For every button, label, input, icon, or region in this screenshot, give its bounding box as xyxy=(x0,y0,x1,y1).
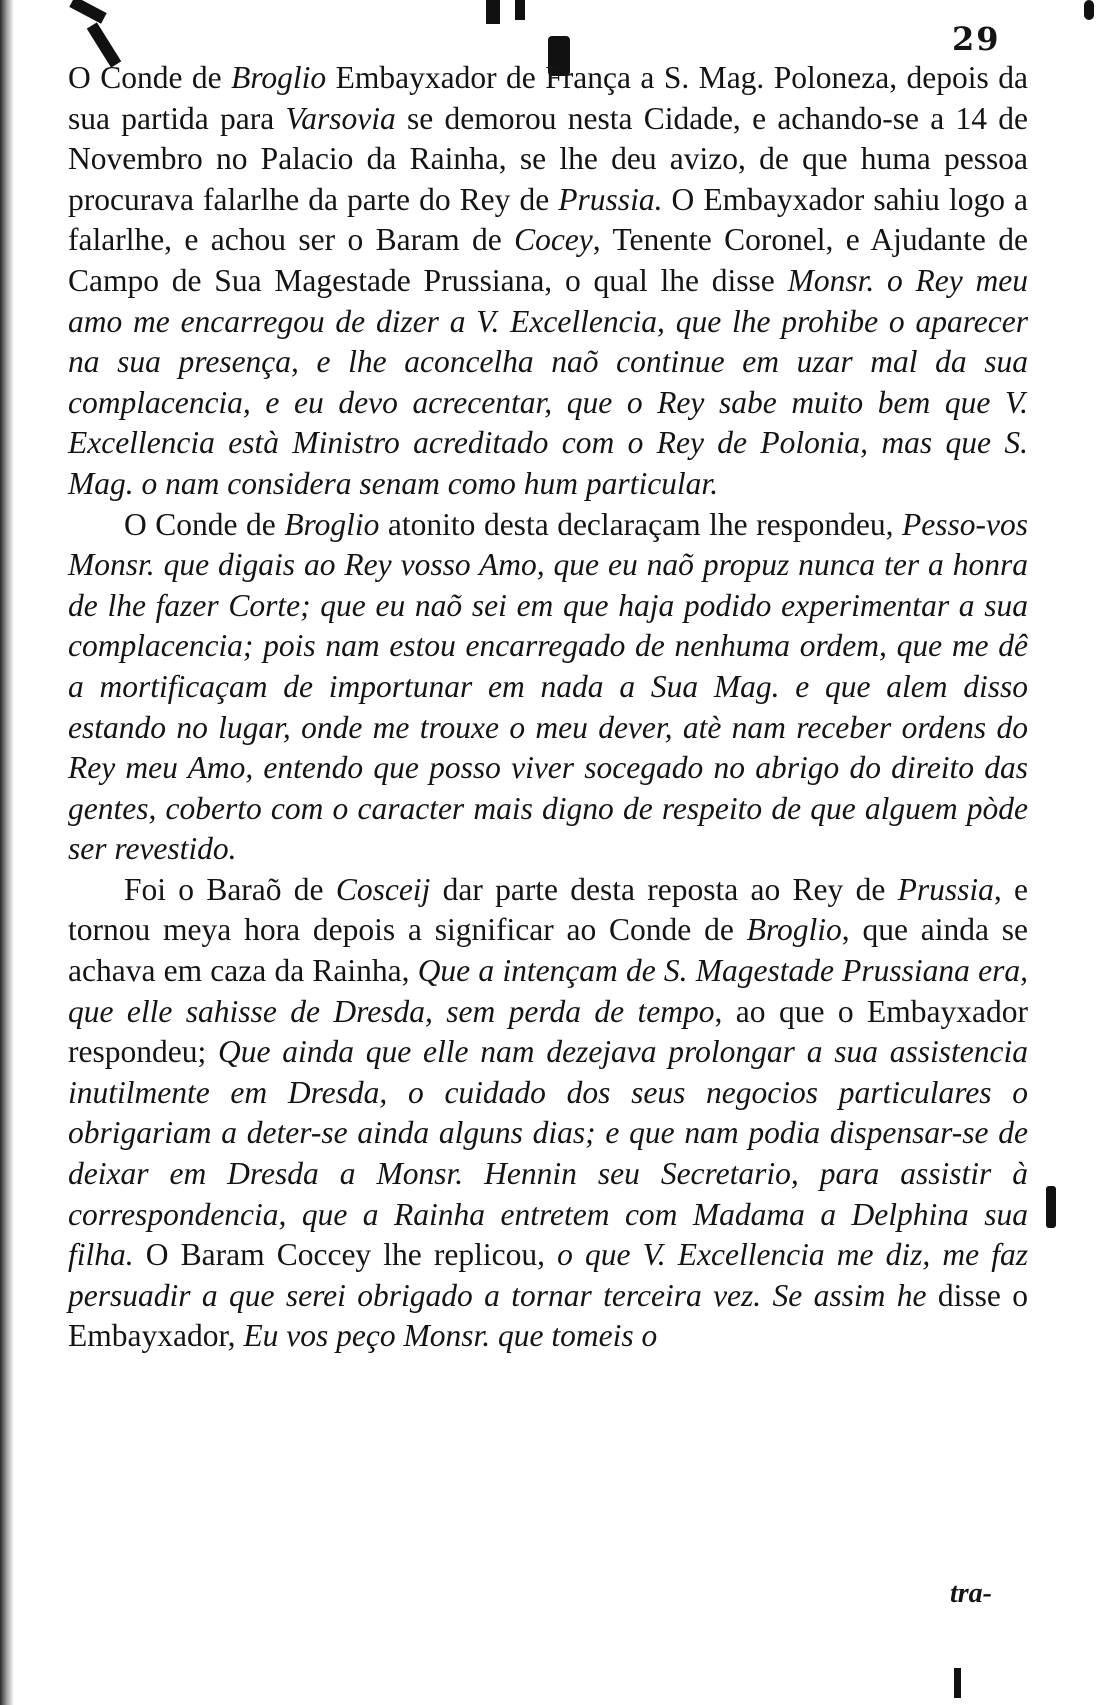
italic-text-run: Que ainda que elle nam dezejava prolongar a sua assistencia inutilmente em Dresda, o cuidado dos seus negocios particulares o obrigariam a deter-se ainda alguns dias; e que nam podia dispensar-se de deixar em Dresda a Monsr. Hennin seu Secretario, para assistir à correspondencia, que a Rainha entretem com Madama a Delphina sua filha. xyxy=(68,1034,1028,1273)
paragraph xyxy=(68,58,1028,505)
text-run: O Conde de xyxy=(124,506,285,542)
catchword: tra- xyxy=(950,1578,992,1609)
italic-text-run: Broglio xyxy=(284,506,380,542)
text-run: se demorou nesta Cidade, e achando-se a 14 de Novembro no Palacio da Rainha, se lhe deu avizo, de que huma pessoa procurava falarlhe da parte do Rey de xyxy=(68,100,1028,217)
ink-mark xyxy=(69,0,106,24)
text-run: disse o Embayxador, xyxy=(68,1277,1029,1354)
italic-text-run: Varsovia xyxy=(285,100,396,136)
text-run xyxy=(761,1278,772,1313)
text-run: dar parte desta reposta ao Rey de xyxy=(430,871,898,907)
italic-text-run: Se assim he xyxy=(772,1277,927,1313)
italic-text-run: Broglio xyxy=(746,912,842,948)
italic-text-run: Cosceij xyxy=(335,871,431,907)
page-edge-shadow xyxy=(0,0,14,1705)
text-run: O Embayxador sahiu logo a falarlhe, e achou ser o Baram de xyxy=(68,181,1028,258)
text-run: , que ainda se achava em caza da Rainha, xyxy=(68,912,1029,989)
italic-text-run: o que V. Excellencia me diz, me faz persuadir a que serei obrigado a tornar terceira vez. xyxy=(68,1237,1029,1313)
italic-text-run: Prussia. xyxy=(558,181,663,217)
italic-text-run: Broglio xyxy=(231,60,327,95)
ink-mark xyxy=(954,1668,961,1698)
text-run: atonito desta declaraçam lhe respondeu, xyxy=(379,506,902,542)
text-run: Foi o Baraõ de xyxy=(124,871,336,907)
body-text xyxy=(68,58,1028,1357)
ink-mark xyxy=(1084,0,1094,20)
text-run: Embayxador de França a S. Mag. Poloneza, depois da sua partida para xyxy=(68,60,1028,136)
italic-text-run: Pesso-vos Monsr. que digais ao Rey vosso Amo, que eu naõ propuz nunca ter a honra de lhe fazer Corte; que eu naõ sei em que haja podido experimentar a sua complacencia; pois nam estou encarregado de nenhuma ordem, que me dê a mortificaçam de importunar em nada a Sua Mag. e que alem disso estando no lugar, onde me trouxe o meu dever, atè nam receber ordens do Rey meu Amo, entendo que posso viver socegado no abrigo do direito das gentes, coberto com o caracter mais digno de respeito de que alguem pòde ser revestido. xyxy=(68,506,1028,867)
paragraph xyxy=(68,505,1028,870)
italic-text-run: Que a intençam de S. Magestade Prussiana era, que elle sahisse de Dresda, sem perda de tempo xyxy=(68,953,1028,1029)
ink-mark xyxy=(1046,1186,1056,1228)
text-run: , e tornou meya hora depois a significar ao Conde de xyxy=(68,871,1028,948)
italic-text-run: Cocey xyxy=(514,222,593,258)
italic-text-run: Eu vos peço Monsr. que tomeis o xyxy=(243,1318,658,1354)
italic-text-run: Monsr. o Rey meu amo me encarregou de dizer a V. Excellencia, que lhe prohibe o aparecer na sua presença, e lhe aconcelha naõ continue em uzar mal da sua complacencia, e eu devo acrecentar, que o Rey sabe muito bem que V. Excellencia està Ministro acreditado com o Rey de Polonia, mas que S. Mag. o nam considera senam como hum particular. xyxy=(68,262,1029,501)
text-run: , ao que o Embayxador respondeu; xyxy=(68,993,1028,1070)
paragraph xyxy=(68,870,1028,1357)
page-number: 29 xyxy=(952,20,1001,58)
ink-mark xyxy=(515,0,525,20)
text-run: O Baram Coccey lhe replicou, xyxy=(133,1237,558,1273)
italic-text-run: Prussia xyxy=(897,871,994,907)
text-run: , Tenente Coronel, e Ajudante de Campo de Sua Magestade Prussiana, o qual lhe disse xyxy=(68,222,1029,298)
text-run: O Conde de xyxy=(68,60,232,95)
ink-mark xyxy=(486,0,500,24)
